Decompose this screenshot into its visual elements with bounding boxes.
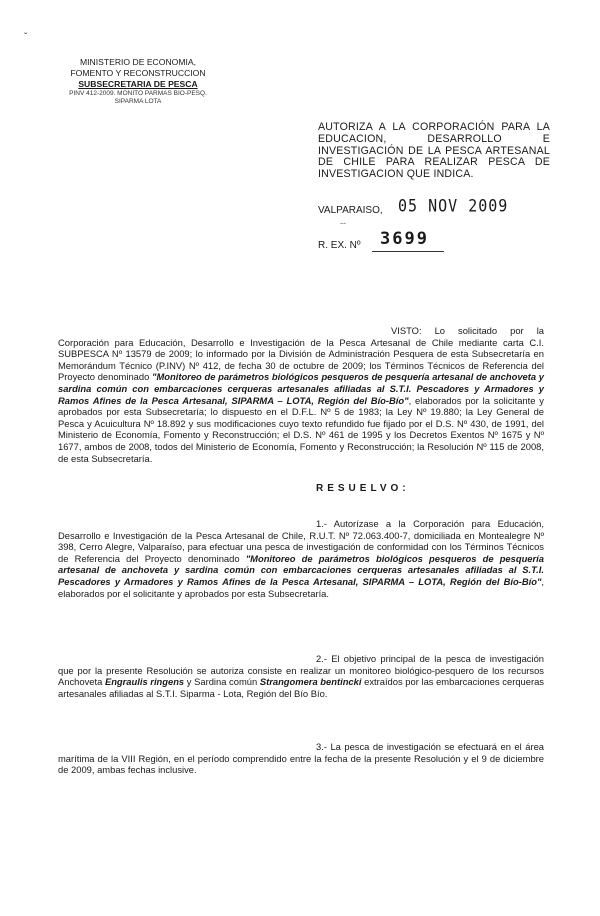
visto-paragraph — [58, 325, 544, 464]
date-mark: -- — [340, 218, 346, 228]
article-2-mid: y Sardina común — [184, 676, 260, 688]
resolution-number: 3699 — [380, 229, 429, 249]
article-2 — [58, 653, 544, 699]
faded-stamp: ​ — [90, 117, 96, 125]
species-sardina: Strangomera bentincki — [259, 676, 362, 688]
visto-lead: VISTO: Lo solicitado por la Corporación para Educación, Desarrollo e Investigación de la Pesca Artesanal de Chile mediante carta C.I. SUBPESCA Nº 13579 de 2009; lo informado por la División de Administración Pesquera de esta Subsecretaría en Memorándum Técnico (P.INV) Nº 412, de fecha 30 de octubre de 2009; los Términos Técnicos de Referencia del Proyecto denominado — [58, 325, 544, 383]
place-label: VALPARAISO, — [318, 205, 383, 216]
visto-rest: , elaborados por la solicitante y aprobados por esta Subsecretaría; lo dispuesto en el D.F.L. Nº 5 de 1983; la Ley Nº 19.880; la Ley General de Pesca y Acuicultura Nº 18.892 y sus modificaciones cuyo texto refundido fue fijado por el D.S. Nº 430, de 1991, del Ministerio de Economía, Fomento y Reconstrucción; el D.S. Nº 461 de 1995 y los Decretos Exentos Nº 1675 y Nº 1677, ambos de 2008, todos del Ministerio de Economía, Fomento y Reconstrucción; la Resolución Nº 115 de 2008, de esta Subsecretaría. — [58, 394, 544, 464]
article-1-rest: , elaborados por el solicitante y aprobados por esta Subsecretaría. — [58, 575, 544, 599]
article-1 — [58, 518, 544, 599]
stamped-date: 05 NOV 2009 — [398, 195, 509, 217]
article-1-project-name: "Monitoreo de parámetros biológicos pesqueros de pesquería artesanal de anchoveta y sardina común con embarcaciones cerqueras artesanales afiliadas al S.T.I. Pescadores y Armadores y Ramos Afines de la Pesca Artesanal, SIPARMA – LOTA, Región del Bío-Bío" — [58, 552, 544, 587]
article-1-lead: 1.- Autorízase a la Corporación para Educación, Desarrollo e Investigación de la Pesca Artesanal de Chile, R.U.T. Nº 72.063.400-7, domiciliada en Montealegre Nº 398, Cerro Alegre, Valparaíso, para efectuar una pesca de investigación de conformidad con los Términos Técnicos de Referencia del Proyecto denominado — [58, 518, 544, 564]
scan-mark: ˇ — [24, 32, 28, 43]
document-title: AUTORIZA A LA CORPORACIÓN PARA LA EDUCACION, DESARROLLO E INVESTIGACIÓN DE LA PESCA ARTESANAL DE CHILE PARA REALIZAR PESCA DE INVESTIGACION QUE INDICA. — [318, 121, 550, 181]
article-2-rest: extraídos por las embarcaciones cerqueras artesanales afiliadas al S.T.I. Siparma - Lota, Región del Bío Bío. — [58, 676, 544, 699]
resolution-label: R. EX. Nº — [318, 240, 361, 251]
ministry-line: MINISTERIO DE ECONOMIA, — [79, 57, 197, 67]
reference-line-2: SIPARMA LOTA — [114, 98, 162, 105]
ministry-line-2: FOMENTO Y RECONSTRUCCION — [70, 68, 206, 78]
resuelvo-heading: RESUELVO: — [316, 483, 410, 494]
visto-project-name: "Monitoreo de parámetros biológicos pesqueros de pesquería artesanal de anchoveta y sardina común con embarcaciones cerqueras artesanales afiliadas al S.T.I. Pescadores y Armadores y Ramos Afines de la Pesca Artesanal, SIPARMA – LOTA, Región del Bío-Bío" — [58, 371, 545, 406]
article-2-lead: 2.- El objetivo principal de la pesca de investigación que por la presente Resolución se autoriza consiste en realizar un monitoreo biológico-pesquero de los recursos Anchoveta — [58, 653, 544, 688]
subsecretaria-line: SUBSECRETARIA DE PESCA — [78, 79, 198, 89]
resolution-underline — [372, 251, 444, 252]
species-anchoveta: Engraulis ringens — [104, 676, 185, 688]
reference-line: PINV 412-2009. MONITO PARMAS BIO-PESQ. — [69, 90, 207, 97]
article-3: 3.- La pesca de investigación se efectuará en el área marítima de la VIII Región, en el período comprendido entre la fecha de la presente Resolución y el 9 de diciembre de 2009, ambas fechas inclusive. — [58, 741, 544, 776]
